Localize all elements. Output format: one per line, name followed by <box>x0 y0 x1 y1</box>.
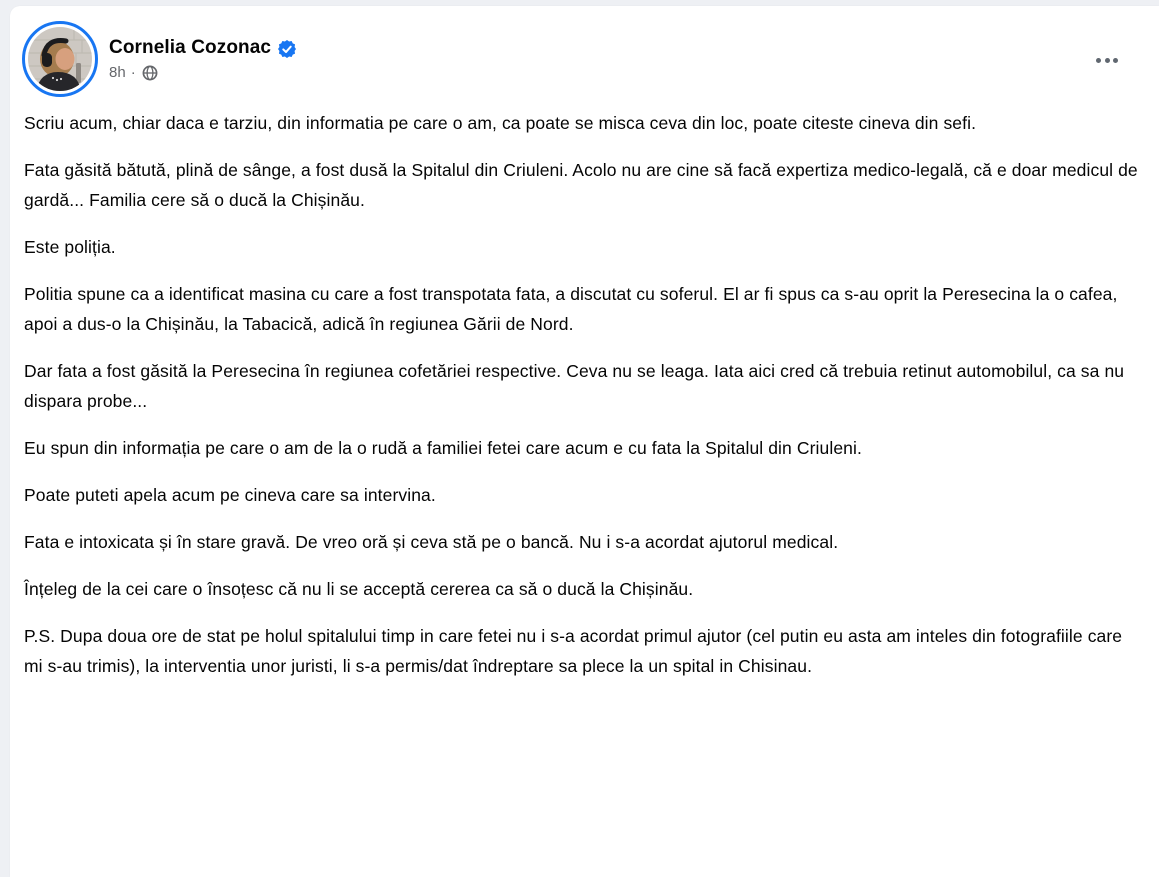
post-header-info <box>109 37 296 81</box>
more-options-icon <box>1096 58 1101 63</box>
avatar[interactable] <box>22 21 98 97</box>
verified-badge-icon <box>278 40 296 58</box>
avatar-photo <box>28 27 92 91</box>
post-paragraph: Politia spune ca a identificat masina cu care a fost transpotata fata, a discutat cu soferul. El ar fi spus ca s-au oprit la Peresecina la o cafea, apoi a dus-o la Chișinău, la Tabacică, adică în regiunea Gării de Nord. <box>24 284 1118 334</box>
post-paragraph: Eu spun din informația pe care o am de la o rudă a familiei fetei care acum e cu fata la Spitalul din Criuleni. <box>24 438 862 458</box>
post-body <box>10 101 1159 681</box>
post-paragraph: Poate puteti apela acum pe cineva care sa intervina. <box>24 485 436 505</box>
post-paragraph: Scriu acum, chiar daca e tarziu, din informatia pe care o am, ca poate se misca ceva din loc, poate citeste cineva din sefi. <box>24 113 977 133</box>
globe-icon <box>142 65 158 81</box>
author-name[interactable]: Cornelia Cozonac <box>109 37 272 58</box>
post-paragraph: Înțeleg de la cei care o însoțesc că nu li se acceptă cererea ca să o ducă la Chișinău. <box>24 579 694 599</box>
post-paragraph: P.S. Dupa doua ore de stat pe holul spitalului timp in care fetei nu i s-a acordat primul ajutor (cel putin eu asta am inteles din fotografiile care mi s-au trimis), la interventia unor juristi, li s-a permis/dat îndreptare sa plece la un spital in Chisinau. <box>24 626 1123 676</box>
post-paragraph: Fata găsită bătută, plină de sânge, a fost dusă la Spitalul din Criuleni. Acolo nu are cine să facă expertiza medico-legală, că e doar medicul de gardă... Familia cere să o ducă la Chișinău. <box>24 160 1138 210</box>
post-header <box>10 6 1159 101</box>
post-card <box>10 6 1159 877</box>
timestamp[interactable]: 8h <box>109 64 126 81</box>
post-paragraph: Fata e intoxicata și în stare gravă. De vreo oră și ceva stă pe o bancă. Nu i s-a acordat ajutorul medical. <box>24 532 839 552</box>
post-paragraph: Dar fata a fost găsită la Peresecina în regiunea cofetăriei respective. Ceva nu se leaga. Iata aici cred că trebuia retinut automobilul, ca sa nu dispara probe... <box>24 361 1125 411</box>
meta-separator: · <box>130 64 136 81</box>
post-paragraph: Este poliția. <box>24 237 116 257</box>
more-options-button[interactable] <box>1092 50 1122 71</box>
